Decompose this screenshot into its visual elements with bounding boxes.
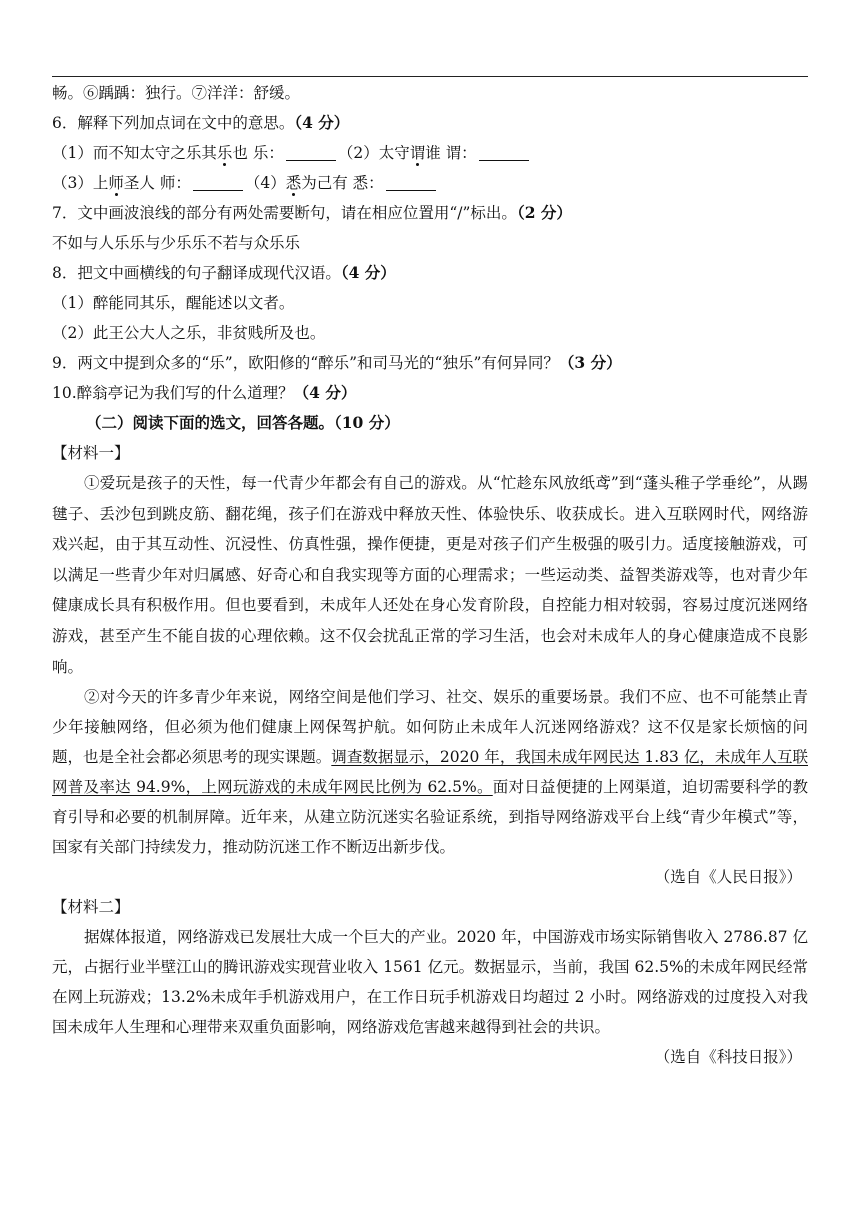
question-6-text: 6．解释下列加点词在文中的意思。	[52, 114, 295, 132]
item-1-label: 也 乐：	[232, 144, 284, 162]
question-6-items-a	[52, 138, 808, 168]
item-4-text: （4）	[244, 174, 286, 192]
header-rule	[52, 76, 808, 77]
material-1-paragraph-2	[52, 682, 808, 862]
question-9-text: 9．两文中提到众多的“乐”，欧阳修的“醉乐”和司马光的“独乐”有何异同？	[52, 354, 559, 372]
material-1-heading: 【材料一】	[52, 444, 130, 462]
material-2-paragraph: 据媒体报道，网络游戏已发展壮大成一个巨大的产业。2020 年，中国游戏市场实际销售收入 2786.87 亿元，占据行业半壁江山的腾讯游戏实现营业收入 1561 亿元。数据显示，当前，我国 62.5%的未成年网民经常在网上玩游戏；13.2%未成年手机游戏用户，在工作日玩手机游戏日均超过 2 小时。网络游戏的过度投入对我国未成年人生理和心理带来双重负面影响，网络游戏危害越来越得到社会的共识。	[52, 928, 808, 1037]
dotted-char-le: 乐	[216, 144, 233, 162]
answer-blank-2[interactable]	[479, 142, 529, 161]
question-8	[52, 258, 808, 288]
dotted-char-wei: 谓	[409, 144, 426, 162]
question-10-score: （4 分）	[293, 383, 357, 402]
material-1-paragraph-1: ①爱玩是孩子的天性，每一代青少年都会有自己的游戏。从“忙趁东风放纸鸢”到“蓬头稚子学垂纶”，从踢毽子、丢沙包到跳皮筋、翻花绳，孩子们在游戏中释放天性、体验快乐、收获成长。进入互联网时代，网络游戏兴起，由于其互动性、沉浸性、仿真性强，操作便捷，更是对孩子们产生极强的吸引力。适度接触游戏，可以满足一些青少年对归属感、好奇心和自我实现等方面的心理需求；一些运动类、益智类游戏等，也对青少年健康成长具有积极作用。但也要看到，未成年人还处在身心发育阶段，自控能力相对较弱，容易过度沉迷网络游戏，甚至产生不能自拔的心理依赖。这不仅会扰乱正常的学习生活，也会对未成年人的身心健康造成不良影响。	[52, 474, 808, 676]
source-2: （选自《科技日报》）	[654, 1048, 802, 1067]
question-9-score: （3 分）	[558, 353, 622, 372]
question-7-score: （2 分）	[516, 203, 572, 222]
question-7-passage: 不如与人乐乐与少乐乐不若与众乐乐	[52, 234, 301, 252]
section-2-title: （二）阅读下面的选文，回答各题。（10 分）	[86, 413, 400, 432]
question-10-text: 10.醉翁亭记为我们写的什么道理？	[52, 384, 294, 402]
question-6	[52, 108, 808, 138]
question-8-item-1: （1）醉能同其乐，醒能述以文者。	[52, 294, 295, 312]
item-3-label: 圣人 师：	[123, 174, 191, 192]
question-7	[52, 198, 808, 228]
question-8-text: 8．把文中画横线的句子翻译成现代汉语。	[52, 264, 341, 282]
paragraph-2-underlined: 调查数据显示，2020 年，我国未成年网民达 1.83 亿，未成年人互联网普及率达 94.9%，上网玩游戏的未成年网民比例为 62.5%。	[52, 748, 808, 797]
material-2-heading: 【材料二】	[52, 898, 130, 917]
item-2-label: 谁 谓：	[425, 144, 477, 162]
paragraph-2-lead: ②对今天的许多青少年来说，网络空间是他们学习、社交、娱乐的重要场景。我们不应、也不可能禁止青少年接触网络，但必须为他们健康上网保驾护航。如何防止未成年人沉迷网络游戏？这不仅是家长烦恼的问题，也是全社会都必须思考的现实课题。	[52, 688, 808, 767]
paragraph-2-tail: 面对日益便捷的上网渠道，迫切需要科学的教育引导和必要的机制屏障。近年来，从建立防沉迷实名验证系统，到指导网络游戏平台上线“青少年模式”等，国家有关部门持续发力，推动防沉迷工作不断迈出新步伐。	[52, 778, 808, 857]
question-8-item-2: （2）此王公大人之乐，非贫贱所及也。	[52, 324, 326, 342]
dotted-char-xi: 悉	[285, 174, 302, 192]
annotation-line: 畅。⑥踽踽：独行。⑦洋洋：舒缓。	[52, 84, 301, 102]
question-7-text: 7．文中画波浪线的部分有两处需要断句，请在相应位置用“/”标出。	[52, 204, 517, 222]
exam-page	[52, 78, 808, 1072]
question-8-score: （4 分）	[340, 263, 396, 282]
dotted-char-shi: 师	[108, 174, 124, 192]
question-9	[52, 348, 808, 378]
question-10	[52, 378, 808, 408]
item-1-text: （1）而不知太守之乐其	[52, 144, 217, 162]
question-6-score: （4 分）	[294, 113, 350, 132]
item-3-text: （3）上	[52, 174, 109, 192]
question-6-items-b	[52, 168, 808, 198]
answer-blank-3[interactable]	[193, 172, 243, 191]
answer-blank-1[interactable]	[286, 142, 336, 161]
item-2-text: （2）太守	[337, 144, 410, 162]
answer-blank-4[interactable]	[386, 172, 436, 191]
item-4-label: 为己有 悉：	[301, 174, 384, 192]
source-1: （选自《人民日报》）	[654, 868, 802, 887]
